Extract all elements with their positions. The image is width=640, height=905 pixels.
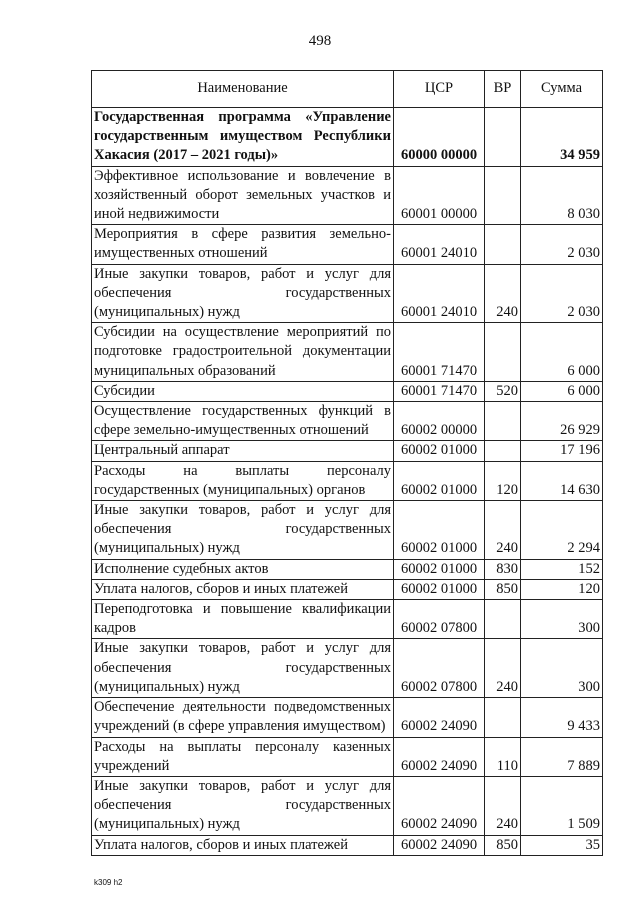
row-name: Обеспечение деятельности подведомственных учреждений (в сфере управления имуществом)	[92, 698, 394, 737]
budget-table	[91, 70, 603, 856]
row-vr: 110	[485, 737, 521, 776]
table-row	[92, 166, 603, 225]
table-row	[92, 461, 603, 500]
row-csr: 60001 24010	[394, 225, 485, 264]
row-name: Уплата налогов, сборов и иных платежей	[92, 835, 394, 855]
row-sum: 8 030	[521, 166, 603, 225]
row-vr	[485, 108, 521, 167]
row-name: Иные закупки товаров, работ и услуг для обеспечения государственных (муниципальных) нужд	[92, 264, 394, 323]
row-csr: 60000 00000	[394, 108, 485, 167]
row-sum: 300	[521, 600, 603, 639]
table-row	[92, 264, 603, 323]
row-csr: 60002 07800	[394, 600, 485, 639]
row-name: Иные закупки товаров, работ и услуг для обеспечения государственных (муниципальных) нужд	[92, 776, 394, 835]
row-sum: 14 630	[521, 461, 603, 500]
row-vr: 830	[485, 559, 521, 579]
row-vr: 240	[485, 639, 521, 698]
row-csr: 60002 00000	[394, 402, 485, 441]
table-header-row	[92, 71, 603, 108]
row-csr: 60002 01000	[394, 579, 485, 599]
table-row	[92, 323, 603, 382]
footer-code: k309 h2	[94, 878, 123, 887]
row-sum: 35	[521, 835, 603, 855]
row-vr: 240	[485, 501, 521, 560]
table-row	[92, 600, 603, 639]
table-row	[92, 835, 603, 855]
row-name: Мероприятия в сфере развития земельно-имущественных отношений	[92, 225, 394, 264]
row-sum: 7 889	[521, 737, 603, 776]
row-vr	[485, 225, 521, 264]
row-name: Переподготовка и повышение квалификации кадров	[92, 600, 394, 639]
row-csr: 60001 71470	[394, 381, 485, 401]
row-vr	[485, 166, 521, 225]
table-row	[92, 639, 603, 698]
row-sum: 2 030	[521, 225, 603, 264]
table-row	[92, 559, 603, 579]
row-name: Иные закупки товаров, работ и услуг для обеспечения государственных (муниципальных) нужд	[92, 639, 394, 698]
row-sum: 6 000	[521, 323, 603, 382]
row-csr: 60001 71470	[394, 323, 485, 382]
row-vr: 520	[485, 381, 521, 401]
row-sum: 9 433	[521, 698, 603, 737]
table-row	[92, 501, 603, 560]
row-csr: 60002 01000	[394, 441, 485, 461]
table-body	[92, 108, 603, 856]
row-csr: 60001 00000	[394, 166, 485, 225]
table-row	[92, 698, 603, 737]
row-vr	[485, 441, 521, 461]
table-row	[92, 776, 603, 835]
row-vr: 240	[485, 776, 521, 835]
row-name: Субсидии на осуществление мероприятий по подготовке градостроительной документации муниципальных образований	[92, 323, 394, 382]
row-name: Эффективное использование и вовлечение в хозяйственный оборот земельных участков и иной недвижимости	[92, 166, 394, 225]
row-sum: 2 030	[521, 264, 603, 323]
row-vr	[485, 323, 521, 382]
row-name: Уплата налогов, сборов и иных платежей	[92, 579, 394, 599]
table-row	[92, 108, 603, 167]
row-csr: 60002 01000	[394, 461, 485, 500]
header-sum: Сумма	[521, 71, 603, 108]
row-vr	[485, 600, 521, 639]
table-row	[92, 579, 603, 599]
row-name: Осуществление государственных функций в сфере земельно-имущественных отношений	[92, 402, 394, 441]
row-csr: 60002 24090	[394, 776, 485, 835]
row-sum: 152	[521, 559, 603, 579]
row-csr: 60002 24090	[394, 835, 485, 855]
row-name: Центральный аппарат	[92, 441, 394, 461]
row-sum: 300	[521, 639, 603, 698]
row-sum: 34 959	[521, 108, 603, 167]
row-sum: 2 294	[521, 501, 603, 560]
row-name: Расходы на выплаты персоналу казенных учреждений	[92, 737, 394, 776]
header-name: Наименование	[92, 71, 394, 108]
row-vr: 240	[485, 264, 521, 323]
header-csr: ЦСР	[394, 71, 485, 108]
table-row	[92, 737, 603, 776]
row-csr: 60002 01000	[394, 501, 485, 560]
table-row	[92, 441, 603, 461]
row-csr: 60002 24090	[394, 737, 485, 776]
row-csr: 60002 24090	[394, 698, 485, 737]
row-csr: 60002 07800	[394, 639, 485, 698]
table-row	[92, 402, 603, 441]
row-csr: 60001 24010	[394, 264, 485, 323]
row-name: Иные закупки товаров, работ и услуг для обеспечения государственных (муниципальных) нужд	[92, 501, 394, 560]
page-number: 498	[308, 33, 332, 49]
row-sum: 6 000	[521, 381, 603, 401]
row-name: Государственная программа «Управление государственным имуществом Республики Хакасия (2017 – 2021 годы)»	[92, 108, 394, 167]
row-name: Субсидии	[92, 381, 394, 401]
table-row	[92, 225, 603, 264]
row-vr: 120	[485, 461, 521, 500]
row-sum: 120	[521, 579, 603, 599]
row-sum: 17 196	[521, 441, 603, 461]
row-csr: 60002 01000	[394, 559, 485, 579]
row-vr: 850	[485, 835, 521, 855]
table-row	[92, 381, 603, 401]
row-sum: 1 509	[521, 776, 603, 835]
row-name: Исполнение судебных актов	[92, 559, 394, 579]
row-vr	[485, 402, 521, 441]
row-name: Расходы на выплаты персоналу государственных (муниципальных) органов	[92, 461, 394, 500]
row-sum: 26 929	[521, 402, 603, 441]
row-vr: 850	[485, 579, 521, 599]
header-vr: ВР	[485, 71, 521, 108]
row-vr	[485, 698, 521, 737]
